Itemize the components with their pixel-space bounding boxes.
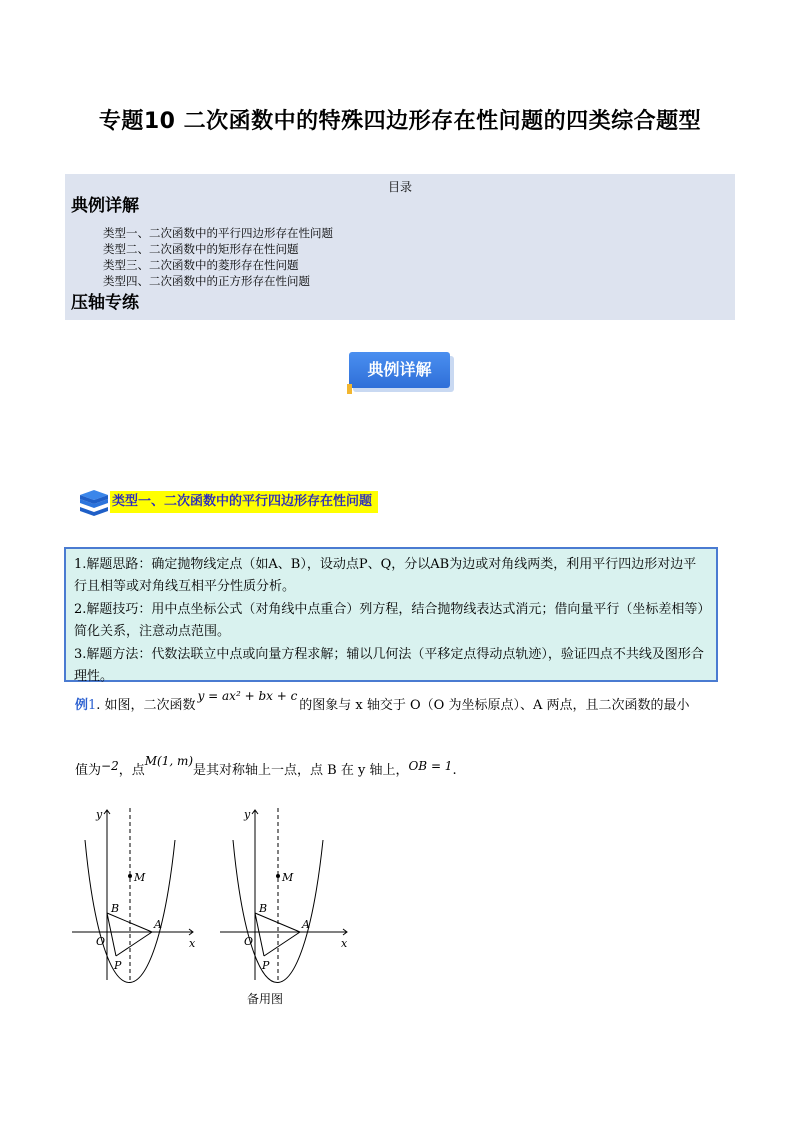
- quadratic-formula: y = ax² + bx + c: [197, 689, 298, 703]
- solution-tips-box: [64, 547, 718, 682]
- fig-label-y: y: [96, 808, 103, 821]
- fig-label-m: M: [134, 871, 146, 884]
- tip-method: 3.解题方法：代数法联立中点或向量方程求解；辅以几何法（平移定点得动点轨迹），验证四点不共线及图形合理性。: [74, 647, 704, 684]
- example-text-2a: 值为: [75, 763, 102, 778]
- min-value: −2: [101, 759, 119, 773]
- table-of-contents: [65, 174, 735, 320]
- point-m: M(1, m): [144, 754, 194, 768]
- type-heading: 类型一、二次函数中的平行四边形存在性问题: [110, 491, 378, 513]
- toc-item-type1[interactable]: 类型一、二次函数中的平行四边形存在性问题: [103, 226, 333, 240]
- tip-approach: 1.解题思路：确定抛物线定点（如A、B），设动点P、Q，分以AB为边或对角线两类，利用平行四边形对边平行且相等或对角线互相平分性质分析。: [74, 557, 697, 594]
- books-stack-icon: [77, 483, 111, 519]
- fig2-label-x: x: [341, 937, 348, 950]
- toc-section-exercises[interactable]: 压轴专练: [71, 293, 139, 313]
- toc-item-type2[interactable]: 类型二、二次函数中的矩形存在性问题: [103, 242, 299, 256]
- example-text-1b: 的图象与 x 轴交于 O（O 为坐标原点）、A 两点，且二次函数的最小: [299, 698, 690, 713]
- toc-section-examples[interactable]: 典例详解: [71, 196, 139, 216]
- example-label: 例: [75, 698, 89, 713]
- fig-label-o: O: [96, 935, 106, 948]
- page-title: 专题10 二次函数中的特殊四边形存在性问题的四类综合题型: [98, 109, 702, 134]
- toc-label: 目录: [387, 180, 412, 194]
- fig-label-p: P: [114, 959, 122, 972]
- figure-backup: [216, 800, 351, 985]
- toc-item-type3[interactable]: 类型三、二次函数中的菱形存在性问题: [103, 258, 299, 272]
- fig2-label-p: P: [262, 959, 270, 972]
- fig2-label-y: y: [244, 808, 251, 821]
- fig2-label-o: O: [244, 935, 254, 948]
- example-text-2c: 是其对称轴上一点，点 B 在 y 轴上，: [193, 763, 409, 778]
- example-text-2b: ，点: [118, 763, 145, 778]
- example-number: 1: [88, 698, 97, 713]
- fig-label-x: x: [189, 937, 196, 950]
- toc-item-type4[interactable]: 类型四、二次函数中的正方形存在性问题: [103, 274, 310, 288]
- fig2-label-b: B: [259, 902, 268, 915]
- figure-main: [68, 800, 203, 985]
- banner-corner-decoration: [347, 384, 352, 394]
- banner-dots-decoration: [352, 346, 376, 351]
- ob-equation: OB = 1: [408, 759, 453, 773]
- example-line-2: [75, 754, 457, 778]
- figure-caption: 备用图: [247, 992, 284, 1006]
- example-text-1a: . 如图，二次函数: [96, 698, 196, 713]
- fig-label-a: A: [154, 918, 162, 931]
- tip-technique: 2.解题技巧：用中点坐标公式（对角线中点重合）列方程，结合抛物线表达式消元；借向量平行（坐标差相等）简化关系，注意动点范围。: [74, 602, 704, 639]
- fig2-label-a: A: [302, 918, 310, 931]
- fig-label-b: B: [111, 902, 120, 915]
- example-line-1: [75, 689, 690, 713]
- example-text-2d: .: [452, 763, 457, 778]
- section-banner: 典例详解: [349, 352, 450, 388]
- fig2-label-m: M: [282, 871, 294, 884]
